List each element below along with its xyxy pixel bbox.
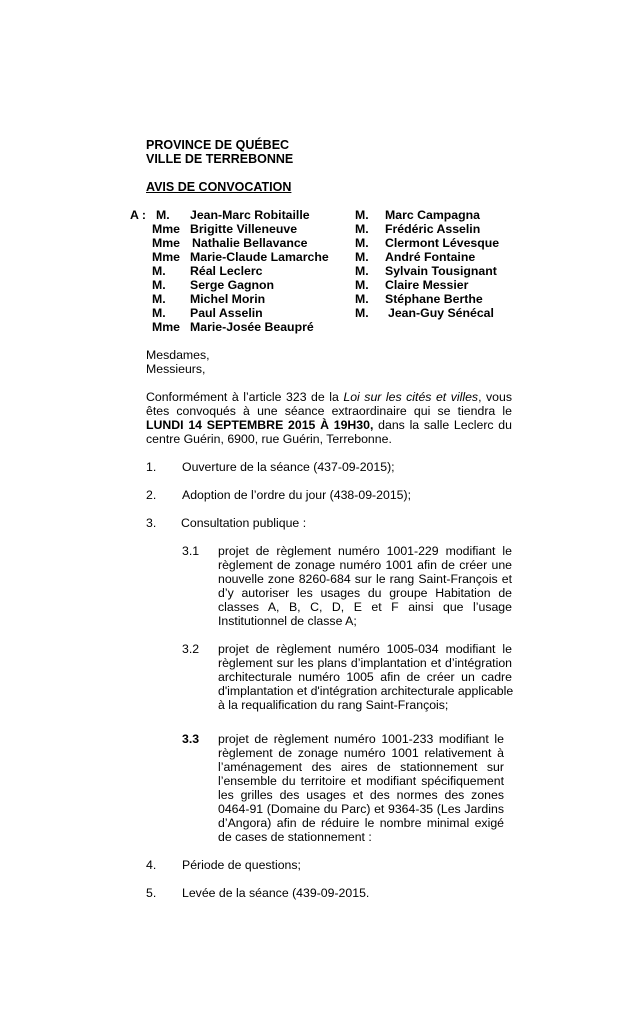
recipient-title: Mme [152,236,181,250]
sub-item-line: règlement de zonage numéro 1001 afin de créer une [218,558,512,572]
sub-item-line: les grilles des usages et des normes des zones [218,788,504,802]
agenda-text: Adoption de l’ordre du jour (438-09-2015); [182,488,412,502]
sub-item-number: 3.1 [182,544,200,558]
sub-item-line: classes A, B, C, D, E et F ainsi que l’usage [218,600,512,614]
recipient-name: Stéphane Berthe [385,292,483,306]
recipient-name: Jean-Guy Sénécal [388,306,494,320]
meeting-date: LUNDI 14 SEPTEMBRE 2015 À 19H30, [146,418,374,432]
recipient-title: M. [355,292,369,306]
recipient-title: Mme [152,250,181,264]
agenda-text: Ouverture de la séance (437-09-2015); [182,460,395,474]
notice-title: AVIS DE CONVOCATION [146,180,292,194]
sub-item-line: projet de règlement numéro 1001-233 modifiant le [218,732,504,746]
recipient-title: Mme [152,320,181,334]
recipient-name: Marie-Josée Beaupré [190,320,314,334]
sub-item-number: 3.2 [182,642,200,656]
recipient-name: Michel Morin [190,292,266,306]
agenda-text: Consultation publique : [181,516,307,530]
recipient-title: M. [355,236,369,250]
salutation-line: Messieurs, [146,362,206,376]
sub-item-line: d’Angora) afin de réduire le nombre minimal exigé [218,816,504,830]
sub-item-line: règlement sur les plans d’implantation et d’intégration [218,656,512,670]
intro-line: Conformément à l’article 323 de la Loi sur les cités et villes, vous [146,390,512,404]
sub-item-line: d'implantation et d'intégration architecturale applicable [218,684,514,698]
recipient-title: M. [152,264,166,278]
recipient-title: M. [355,306,369,320]
recipient-title: M. [355,222,369,236]
sub-item-line: architecturale numéro 1005 afin de créer un cadre [218,670,512,684]
recipient-name: Jean-Marc Robitaille [190,208,310,222]
recipient-name: Marie-Claude Lamarche [190,250,329,264]
city-heading: VILLE DE TERREBONNE [146,152,294,166]
agenda-number: 1. [146,460,157,474]
province-heading: PROVINCE DE QUÉBEC [146,138,290,152]
recipient-name: André Fontaine [385,250,476,264]
sub-item-line: projet de règlement numéro 1001-229 modifiant le [218,544,512,558]
sub-item-number: 3.3 [182,732,200,746]
intro-line: êtes convoqués à une séance extraordinaire qui se tiendra le [146,404,512,418]
recipient-name: Frédéric Asselin [385,222,481,236]
intro-paragraph [146,390,512,446]
recipient-name: Sylvain Tousignant [385,264,497,278]
law-title: Loi sur les cités et villes [343,390,479,404]
recipient-title: M. [156,208,170,222]
recipient-name: Serge Gagnon [190,278,275,292]
intro-line: LUNDI 14 SEPTEMBRE 2015 À 19H30, dans la salle Leclerc du [146,418,512,432]
recipient-name: Clermont Lévesque [385,236,500,250]
recipient-name: Paul Asselin [190,306,263,320]
recipient-title: M. [152,278,166,292]
recipient-name: Claire Messier [385,278,469,292]
recipient-title: M. [355,264,369,278]
salutation-line: Mesdames, [146,348,210,362]
recipient-title: M. [355,250,369,264]
sub-item-line: l’ensemble du territoire et modifiant spécifiquement [218,774,504,788]
sub-item-line: 0464-91 (Domaine du Parc) et 9364-35 (Les Jardins [218,802,504,816]
agenda-number: 2. [146,488,157,502]
sub-item-line: à la requalification du rang Saint-François; [218,698,449,712]
sub-item-line: règlement de zonage numéro 1001 relativement à [218,746,504,760]
recipient-title: M. [355,278,369,292]
recipient-title: M. [355,208,369,222]
sub-item-text [218,544,512,628]
recipient-title: M. [152,306,166,320]
intro-line: centre Guérin, 6900, rue Guérin, Terrebonne. [146,432,392,446]
sub-item-text [218,642,512,712]
recipient-name: Marc Campagna [385,208,480,222]
agenda-text: Levée de la séance (439-09-2015. [182,886,370,900]
sub-item-line: nouvelle zone 8260-684 sur le rang Saint-François et [218,572,512,586]
agenda-number: 5. [146,886,157,900]
sub-item-line: Institutionnel de classe A; [218,614,357,628]
agenda-text: Période de questions; [182,858,301,872]
recipient-title: Mme [152,222,181,236]
recipient-name: Nathalie Bellavance [192,236,308,250]
sub-item-line: l’aménagement des aires de stationnement sur [218,760,504,774]
recipients-prefix: A : [130,208,146,222]
recipient-name: Brigitte Villeneuve [190,222,298,236]
sub-item-line: projet de règlement numéro 1005-034 modifiant le [218,642,512,656]
recipient-name: Réal Leclerc [190,264,263,278]
sub-item-line: de cases de stationnement : [218,830,372,844]
agenda-number: 4. [146,858,157,872]
recipient-title: M. [152,292,166,306]
agenda-number: 3. [146,516,157,530]
sub-item-text [218,732,504,844]
sub-item-line: d’y autoriser les usages du groupe Habitation de [218,586,512,600]
